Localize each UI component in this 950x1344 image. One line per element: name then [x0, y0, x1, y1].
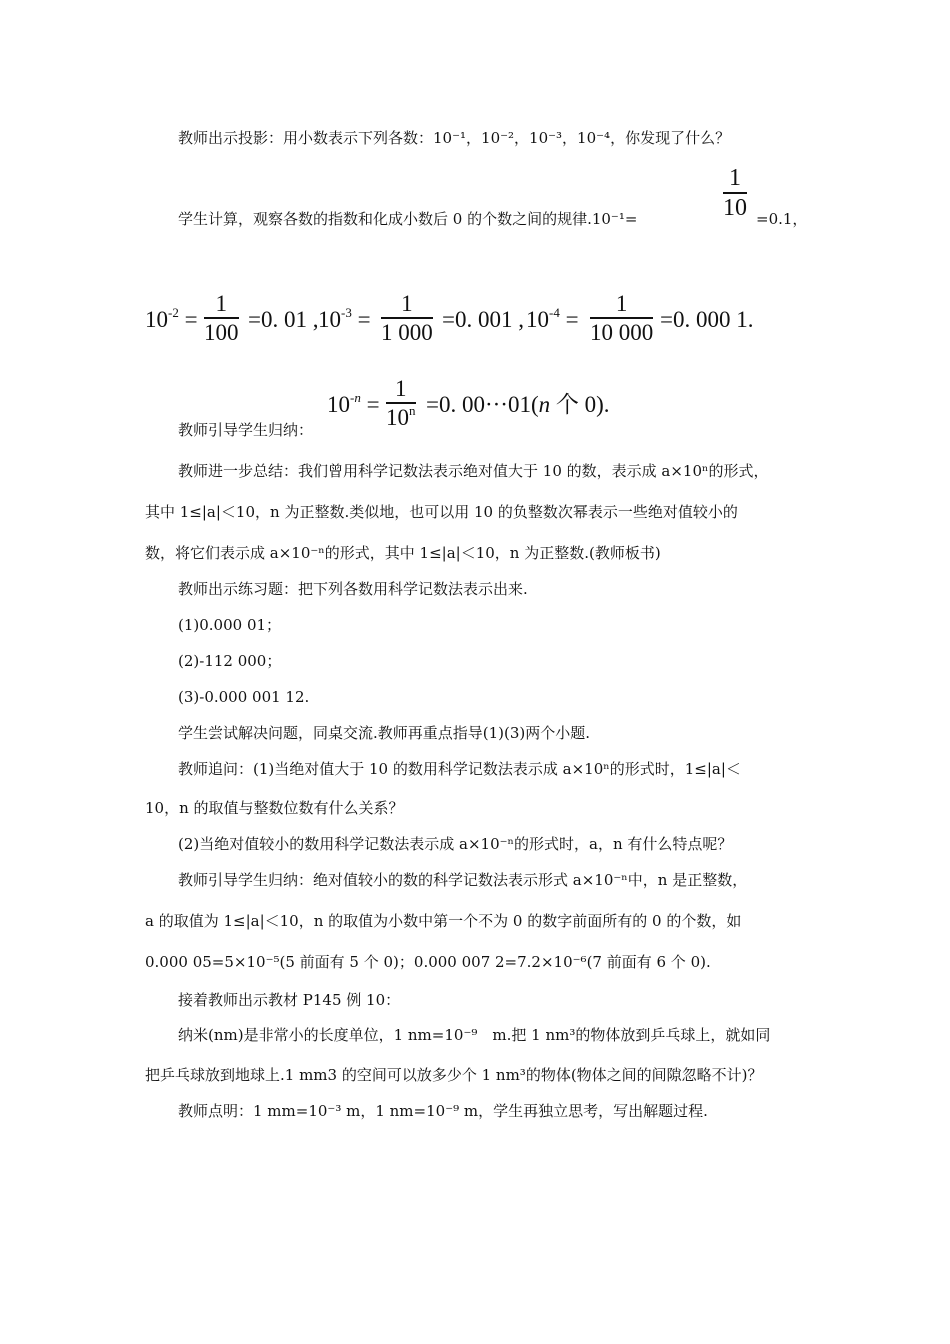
fraction-bar	[723, 192, 747, 194]
para-conclusion-3: 0.000 05=5×10⁻⁵(5 前面有 5 个 0)；0.000 007 2=7.2×10⁻⁶(7 前面有 6 个 0).	[145, 953, 711, 971]
para-students-try: 学生尝试解决问题，同桌交流.教师再重点指导(1)(3)两个小题.	[178, 724, 591, 742]
para-conclusion-1: 教师引导学生归纳：绝对值较小的数的科学记数法表示形式 a×10⁻ⁿ中，n 是正整数，	[178, 871, 748, 889]
para-projection: 教师出示投影：用小数表示下列各数：10⁻¹，10⁻²，10⁻³，10⁻⁴，你发现了什么？	[178, 129, 731, 147]
para-student-calc: 学生计算，观察各数的指数和化成小数后 0 的个数之间的规律.10⁻¹=	[178, 210, 638, 228]
fraction-1-over-1000: 1 1 000	[381, 291, 433, 345]
equation-value-0001: =0. 001 ,	[442, 307, 524, 332]
para-teacher-summary-intro: 教师引导学生归纳：	[178, 421, 314, 439]
fraction-1-over-10000: 1 10 000	[590, 291, 654, 345]
exercise-item-3: (3)-0.000 001 12.	[178, 688, 310, 706]
equation-value-001: =0. 01 ,	[248, 307, 319, 332]
exercise-item-2: (2)-112 000；	[178, 652, 282, 670]
fraction-denominator: 10	[723, 195, 747, 221]
para-example-1: 纳米(nm)是非常小的长度单位，1 nm=10⁻⁹ m.把 1 nm³的物体放到乒乓球上，就如同	[178, 1026, 771, 1044]
para-conclusion-2: a 的取值为 1≤|a|＜10，n 的取值为小数中第一个不为 0 的数字前面所有的 0 的个数，如	[145, 912, 742, 930]
para-example-2: 把乒乓球放到地球上.1 mm3 的空间可以放多少个 1 nm³的物体(物体之间的间隙忽略不计)？	[145, 1066, 763, 1084]
equation-general-value: =0. 00···01(n 个 0).	[426, 392, 610, 417]
para-student-calc-result: =0.1，	[756, 210, 808, 228]
fraction-1-over-10	[723, 166, 747, 220]
para-teacher-asks-2: 10，n 的取值与整数位数有什么关系？	[145, 799, 404, 817]
fraction-numerator: 1	[729, 165, 741, 191]
equation-value-00001: =0. 000 1.	[660, 307, 754, 332]
equation-10-neg2: $10^{-2}$ =	[145, 305, 198, 332]
para-exercise-intro: 教师出示练习题：把下列各数用科学记数法表示出来.	[178, 580, 528, 598]
para-teacher-points-out: 教师点明：1 mm=10⁻³ m，1 nm=10⁻⁹ m，学生再独立思考，写出解题过程.	[178, 1102, 708, 1120]
para-teacher-asks-3: (2)当绝对值较小的数用科学记数法表示成 a×10⁻ⁿ的形式时，a，n 有什么特点呢？	[178, 835, 733, 853]
para-teacher-summary-2: 其中 1≤|a|＜10，n 为正整数.类似地，也可以用 10 的负整数次幂表示一些绝对值较小的	[145, 503, 738, 521]
fraction-1-over-10n: 1 10$^n$	[386, 376, 416, 430]
para-teacher-summary-1: 教师进一步总结：我们曾用科学记数法表示绝对值大于 10 的数，表示成 a×10ⁿ的形式，	[178, 462, 769, 480]
equation-10-neg4: $10^{-4}$ =	[526, 305, 579, 332]
para-teacher-asks-1: 教师追问：(1)当绝对值大于 10 的数用科学记数法表示成 a×10ⁿ的形式时，1≤|a|＜	[178, 760, 741, 778]
exercise-item-1: (1)0.000 01；	[178, 616, 282, 634]
fraction-1-over-100: 1 100	[204, 291, 239, 345]
para-example-intro: 接着教师出示教材 P145 例 10：	[178, 991, 401, 1009]
equation-10-neg-n: $10^{-n}$ =	[327, 390, 380, 417]
para-teacher-summary-3: 数，将它们表示成 a×10⁻ⁿ的形式，其中 1≤|a|＜10，n 为正整数.(教师板书)	[145, 544, 661, 562]
equation-10-neg3: $10^{-3}$ =	[318, 305, 371, 332]
